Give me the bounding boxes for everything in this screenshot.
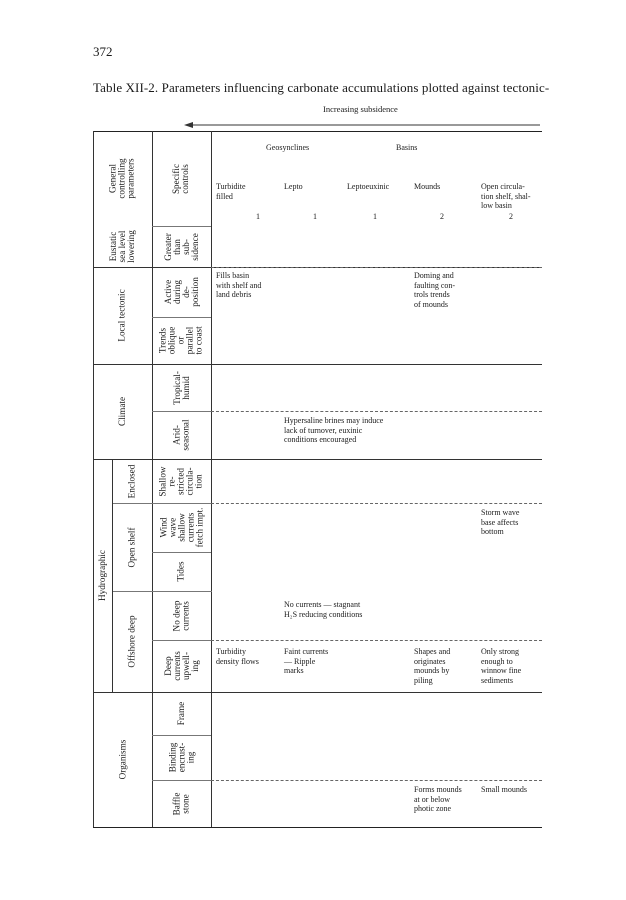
column-number: 1 xyxy=(373,212,377,221)
geosynclines-header: Geosynclines xyxy=(266,143,310,152)
column-lepto: Lepto xyxy=(284,182,303,191)
control-no-deep-currents: No deep currents xyxy=(171,600,191,631)
group-enclosed: Enclosed xyxy=(126,464,137,498)
group-offshore-deep: Offshore deep xyxy=(126,615,137,668)
table-caption: Table XII-2. Parameters influencing carbonate accumulations plotted against tectonic- xyxy=(93,80,550,95)
cell-small-mounds: Small mounds xyxy=(481,785,528,794)
group-climate: Climate xyxy=(117,396,127,427)
column-number: 1 xyxy=(256,212,260,221)
column-open-circulation: Open circula- tion shelf, shal- low basin xyxy=(481,182,531,210)
group-eustatic: Eustatic sea level lowering xyxy=(107,230,136,263)
cell-storm-wave: Storm wave base affects bottom xyxy=(481,508,520,536)
control-wind-wave: Wind wave shallow currents fetch impt. xyxy=(158,507,204,548)
control-tides: Tides xyxy=(176,561,186,582)
group-hydrographic: Hydrographic xyxy=(97,549,107,602)
control-frame: Frame xyxy=(175,701,186,726)
subsidence-label: Increasing subsidence xyxy=(323,104,398,114)
cell-doming: Doming and faulting con- trols trends of mounds xyxy=(414,271,456,309)
cell-shapes: Shapes and originates mounds by piling xyxy=(414,647,451,685)
control-greater-than-subsidence: Greater than sub- sidence xyxy=(162,232,200,261)
control-trends: Trends oblique or parallel to coast xyxy=(157,326,204,355)
control-baffle-stone: Baffle stone xyxy=(171,792,191,815)
basins-header: Basins xyxy=(396,143,418,152)
control-shallow-restricted: Shallow re- stricted circula- tion xyxy=(158,465,204,497)
control-binding-encrusting: Binding encrust- ing xyxy=(166,742,195,773)
group-local-tectonic: Local tectonic xyxy=(116,289,127,342)
group-open-shelf: Open shelf xyxy=(126,526,137,568)
column-leptoeuxinic: Leptoeuxinic xyxy=(347,182,390,191)
specific-controls-header: Specific controls xyxy=(171,163,191,194)
control-tropical-humid: Tropical- humid xyxy=(171,370,191,405)
column-turbidite: Turbidite filled xyxy=(216,182,246,201)
group-organisms: Organisms xyxy=(117,739,127,780)
subsidence-arrow-icon xyxy=(184,120,540,130)
cell-no-currents: No currents — stagnant H₂S reducing conditions xyxy=(284,600,363,619)
column-number: 1 xyxy=(313,212,317,221)
page-number: 372 xyxy=(93,44,113,59)
control-deep-currents: Deep currents upwell- ing xyxy=(162,651,200,681)
column-number: 2 xyxy=(440,212,444,221)
cell-forms-mounds: Forms mounds at or below photic zone xyxy=(414,785,462,813)
general-parameters-header: General controlling parameters xyxy=(107,158,136,199)
column-number: 2 xyxy=(509,212,513,221)
control-arid-seasonal: Arid- seasonal xyxy=(171,419,191,451)
cell-fills-basin: Fills basin with shelf and land debris xyxy=(216,271,262,299)
cell-hypersaline: Hypersaline brines may induce lack of turnover, euxinic conditions encouraged xyxy=(284,416,384,444)
cell-turbidity: Turbidity density flows xyxy=(216,647,259,666)
control-active-during-deposition: Active during de- position xyxy=(162,277,200,307)
cell-only-strong: Only strong enough to winnow fine sediments xyxy=(481,647,522,685)
cell-faint-currents: Faint currents — Ripple marks xyxy=(284,647,329,675)
column-mounds: Mounds xyxy=(414,182,441,191)
